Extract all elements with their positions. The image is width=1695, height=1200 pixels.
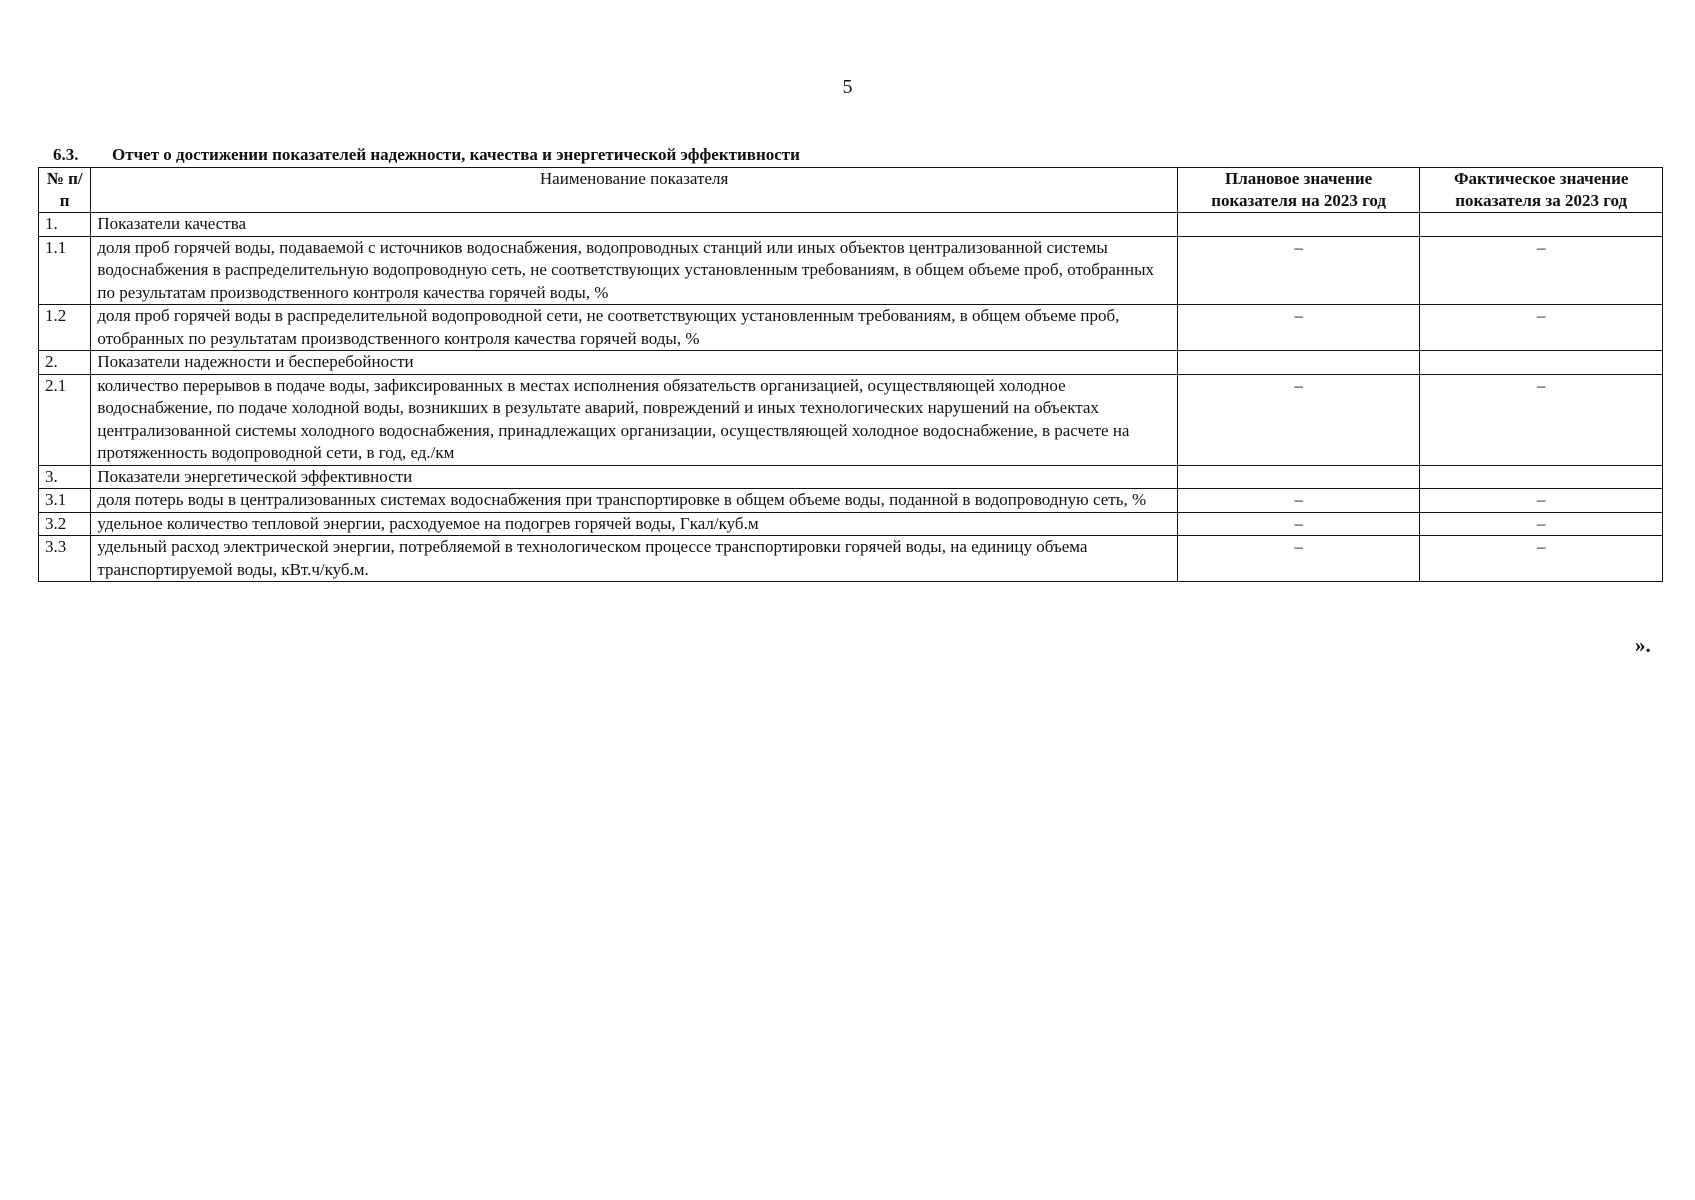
header-name: Наименование показателя	[91, 168, 1177, 213]
table-row	[39, 489, 1663, 513]
table-row	[39, 512, 1663, 536]
row-plan: –	[1177, 512, 1420, 536]
header-plan: Плановое значение показателя на 2023 год	[1177, 168, 1420, 213]
row-plan: –	[1177, 305, 1420, 351]
row-name: удельный расход электрической энергии, потребляемой в технологическом процессе транспортировки горячей воды, на единицу объема транспортируемой воды, кВт.ч/куб.м.	[91, 536, 1177, 582]
table-row	[39, 374, 1663, 465]
row-num: 2.1	[39, 374, 91, 465]
row-fact: –	[1420, 536, 1663, 582]
row-name: доля проб горячей воды в распределительной водопроводной сети, не соответствующих установленным требованиям, в общем объеме проб, отобранных по результатам производственного контроля качества горячей воды, %	[91, 305, 1177, 351]
row-fact: –	[1420, 489, 1663, 513]
table-row	[39, 213, 1663, 237]
row-num: 2.	[39, 351, 91, 375]
row-name: Показатели качества	[91, 213, 1177, 237]
row-num: 3.3	[39, 536, 91, 582]
table-header-row	[39, 168, 1663, 213]
row-fact	[1420, 465, 1663, 489]
indicators-table	[38, 167, 1663, 582]
row-plan	[1177, 465, 1420, 489]
table-row	[39, 351, 1663, 375]
row-fact: –	[1420, 374, 1663, 465]
section-heading	[53, 145, 800, 165]
row-plan: –	[1177, 489, 1420, 513]
table-row	[39, 465, 1663, 489]
row-fact: –	[1420, 305, 1663, 351]
row-fact	[1420, 351, 1663, 375]
section-number: 6.3.	[53, 145, 79, 164]
table-row	[39, 305, 1663, 351]
row-num: 1.2	[39, 305, 91, 351]
row-name: Показатели надежности и бесперебойности	[91, 351, 1177, 375]
row-plan: –	[1177, 536, 1420, 582]
row-name: Показатели энергетической эффективности	[91, 465, 1177, 489]
row-num: 3.2	[39, 512, 91, 536]
row-plan	[1177, 213, 1420, 237]
closing-quote: ».	[1635, 633, 1651, 657]
table-row	[39, 236, 1663, 305]
header-num: № п/п	[39, 168, 91, 213]
row-num: 1.1	[39, 236, 91, 305]
page-number: 5	[842, 76, 853, 98]
row-name: доля потерь воды в централизованных системах водоснабжения при транспортировке в общем объеме воды, поданной в водопроводную сеть, %	[91, 489, 1177, 513]
header-fact: Фактическое значение показателя за 2023 год	[1420, 168, 1663, 213]
row-plan	[1177, 351, 1420, 375]
row-num: 3.	[39, 465, 91, 489]
section-title: Отчет о достижении показателей надежности, качества и энергетической эффективности	[112, 145, 800, 164]
row-num: 1.	[39, 213, 91, 237]
table-row	[39, 536, 1663, 582]
row-fact: –	[1420, 236, 1663, 305]
row-fact: –	[1420, 512, 1663, 536]
row-num: 3.1	[39, 489, 91, 513]
row-plan: –	[1177, 236, 1420, 305]
row-name: удельное количество тепловой энергии, расходуемое на подогрев горячей воды, Гкал/куб.м	[91, 512, 1177, 536]
row-name: количество перерывов в подаче воды, зафиксированных в местах исполнения обязательств организацией, осуществляющей холодное водоснабжение, по подаче холодной воды, возникших в результате аварий, повреждений и иных технологических нарушений на объектах централизованной системы холодного водоснабжения, принадлежащих организации, осуществляющей холодное водоснабжение, в расчете на протяженность водопроводной сети, в год, ед./км	[91, 374, 1177, 465]
row-name: доля проб горячей воды, подаваемой с источников водоснабжения, водопроводных станций или иных объектов централизованной системы водоснабжения в распределительную водопроводную сеть, не соответствующих установленным требованиям, в общем объеме проб, отобранных по результатам производственного контроля качества горячей воды, %	[91, 236, 1177, 305]
row-plan: –	[1177, 374, 1420, 465]
row-fact	[1420, 213, 1663, 237]
